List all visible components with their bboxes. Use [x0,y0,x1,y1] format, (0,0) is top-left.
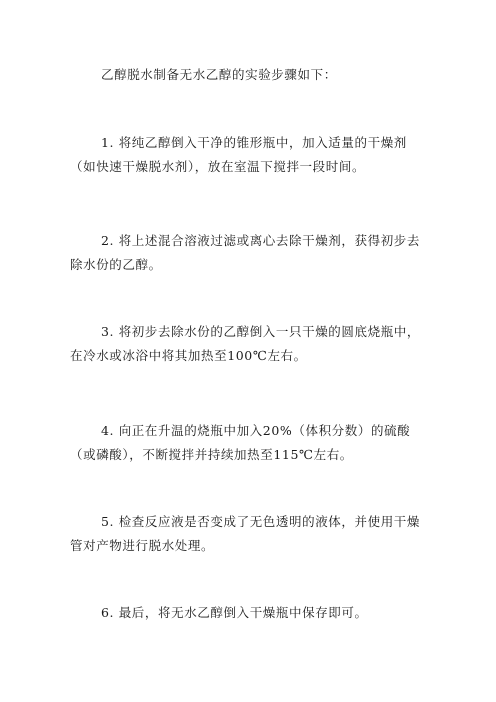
step-4-paragraph: 4. 向正在升温的烧瓶中加入20%（体积分数）的硫酸（或磷酸），不断搅拌并持续加热至115℃左右。 [70,423,411,462]
step-2-paragraph: 2. 将上述混合溶液过滤或离心去除干燥剂，获得初步去除水份的乙醇。 [70,233,421,272]
step-5-paragraph: 5. 检查反应液是否变成了无色透明的液体，并使用干燥管对产物进行脱水处理。 [70,514,421,553]
intro-paragraph: 乙醇脱水制备无水乙醇的实验步骤如下： [101,67,337,82]
step-1-paragraph: 1. 将纯乙醇倒入干净的锥形瓶中，加入适量的干燥剂（如快速干燥脱水剂），放在室温下搅拌一段时间。 [70,135,407,174]
step-6-paragraph: 6. 最后，将无水乙醇倒入干燥瓶中保存即可。 [101,605,368,620]
step-3-paragraph: 3. 将初步去除水份的乙醇倒入一只干燥的圆底烧瓶中，在冷水或冰浴中将其加热至100℃左右。 [70,324,421,363]
